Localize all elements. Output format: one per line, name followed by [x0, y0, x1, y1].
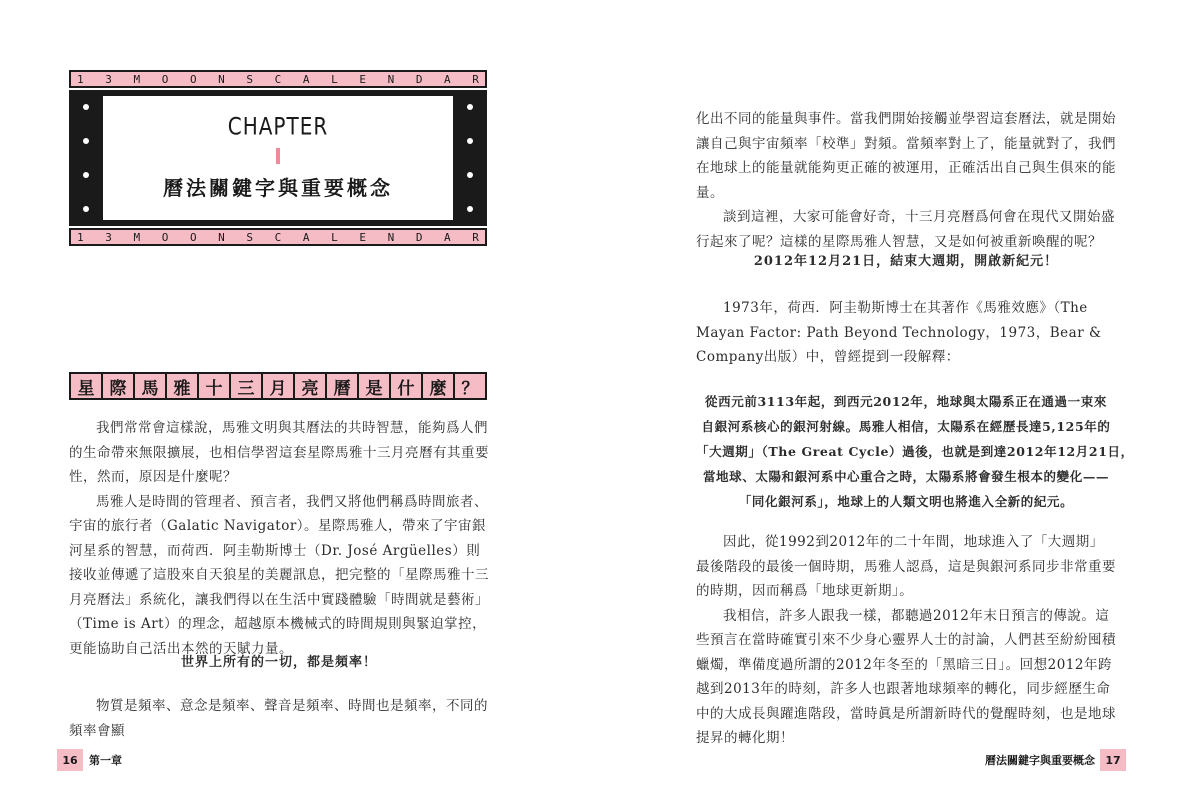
film-frame — [69, 90, 487, 226]
section-heading — [69, 372, 485, 400]
heading-char-box: 麼 — [421, 372, 455, 400]
heading-char-box: 曆 — [325, 372, 359, 400]
heading-char-box: 際 — [101, 372, 135, 400]
left-body-text — [69, 416, 489, 661]
sprocket-hole-icon — [83, 138, 89, 144]
sprocket-hole-icon — [467, 172, 473, 178]
strip-letter: A — [302, 230, 310, 244]
strip-letter: E — [359, 230, 366, 244]
paragraph: 我相信，許多人跟我一樣，都聽過2012年末日預言的傳說。這些預言在當時確實引來不少身心靈界人士的討論，人們甚至紛紛囤積蠟燭，準備度過所謂的2012年冬至的「黑暗三日」。回想2012年跨越到2013年的時刻，許多人也跟著地球頻率的轉化，同步經歷生命中的大成長與躍進階段，當時眞是所謂新時代的覺醒時刻，也是地球提昇的轉化期！ — [696, 607, 1116, 746]
strip-letter: N — [387, 72, 395, 86]
strip-letter: 3 — [105, 230, 112, 244]
left-body-continuation — [69, 694, 489, 743]
chapter-title-window — [103, 96, 453, 220]
running-head: 第一章 — [89, 754, 122, 767]
sprocket-hole-icon — [467, 104, 473, 110]
heading-char-box: ？ — [453, 372, 487, 400]
right-intro-text — [696, 296, 1116, 370]
quote-line: 當地球、太陽和銀河系中心重合之時，太陽系將會發生根本的變化—— — [702, 469, 1110, 484]
strip-letter: R — [472, 72, 479, 86]
chapter-label: CHAPTER — [227, 111, 329, 141]
heading-char-box: 是 — [357, 372, 391, 400]
right-body-text — [696, 107, 1116, 254]
strip-letter: O — [189, 230, 197, 244]
quote-line: 「同化銀河系」，地球上的人類文明也將進入全新的紀元。 — [738, 494, 1074, 509]
strip-letter: 1 — [77, 72, 84, 86]
strip-letter: E — [359, 72, 366, 86]
strip-letter: A — [444, 72, 451, 86]
sprocket-hole-icon — [83, 104, 89, 110]
paragraph: 1973年，荷西．阿圭勒斯博士在其著作《馬雅效應》（The Mayan Factor: Path Beyond Technology，1973，Bear & Company出版）中，曾經提到一段解釋： — [696, 300, 1102, 365]
strip-letter: N — [218, 72, 225, 86]
strip-letter: C — [274, 230, 282, 244]
strip-letter: A — [302, 72, 310, 86]
paragraph: 馬雅人是時間的管理者、預言者，我們又將他們稱爲時間旅者、宇宙的旅行者（Galatic Navigator）。星際馬雅人，帶來了宇宙銀河星系的智慧，而荷西．阿圭勒斯博士（Dr. José Argüelles）則接收並傳遞了這股來自天狼星的美麗訊息，把完整的「星際馬雅十三月亮曆法」系統化，讓我們得以在生活中實踐體驗「時間就是藝術」（Time is Art）的理念，超越原本機械式的時間規則與緊迫掌控，更能協助自己活出本然的天賦力量。 — [69, 493, 489, 657]
strip-letter: R — [472, 230, 479, 244]
paragraph: 因此，從1992到2012年的二十年間，地球進入了「大週期」最後階段的最後一個時期，馬雅人認爲，這是與銀河系同步非常重要的時期，因而稱爲「地球更新期」。 — [696, 534, 1116, 599]
paragraph: 我們常常會這樣說，馬雅文明與其曆法的共時智慧，能夠爲人們的生命帶來無限擴展，也相信學習這套星際馬雅十三月亮曆有其重要性，然而，原因是什麼呢？ — [69, 420, 489, 485]
chapter-title: 曆法關鍵字與重要概念 — [163, 176, 393, 200]
paragraph: 談到這裡，大家可能會好奇，十三月亮曆爲何會在現代又開始盛行起來了呢？這樣的星際馬雅人智慧，又是如何被重新喚醒的呢？ — [696, 209, 1115, 250]
strip-letter: L — [331, 230, 338, 244]
strip-letter: L — [331, 72, 338, 86]
sprocket-hole-icon — [467, 206, 473, 212]
heading-char-box: 什 — [389, 372, 423, 400]
page-number: 17 — [1100, 749, 1126, 771]
strip-letter: O — [189, 72, 197, 86]
quote-line: 「大週期」（The Great Cycle）過後，也就是到達2012年12月21日， — [696, 444, 1134, 459]
heading-char-box: 月 — [261, 372, 295, 400]
strip-letter: O — [161, 72, 169, 86]
film-sprocket-holes-left — [69, 90, 103, 226]
strip-letter: O — [161, 230, 169, 244]
heading-char-box: 馬 — [133, 372, 167, 400]
sprocket-hole-icon — [83, 206, 89, 212]
heading-char-box: 星 — [69, 372, 103, 400]
page-number: 16 — [57, 749, 83, 771]
strip-letter: M — [133, 230, 141, 244]
heading-char-box: 雅 — [165, 372, 199, 400]
quote-line: 從西元前3113年起，到西元2012年，地球與太陽系正在通過一束來 — [705, 394, 1107, 409]
heading-char-box: 三 — [229, 372, 263, 400]
strip-letter: 1 — [77, 230, 84, 244]
moons-calendar-strip-top — [69, 70, 487, 88]
strip-letter: N — [387, 230, 395, 244]
frequency-subhead: 世界上所有的一切，都是頻率！ — [180, 655, 377, 670]
right-page — [591, 0, 1182, 800]
film-sprocket-holes-right — [453, 90, 487, 226]
strip-letter: S — [246, 72, 254, 86]
strip-letter: C — [274, 72, 282, 86]
new-era-subhead: 2012年12月21日，結束大週期，開啟新紀元！ — [753, 254, 1059, 269]
heading-char-box: 十 — [197, 372, 231, 400]
strip-letter: M — [133, 72, 141, 86]
moons-calendar-strip-bottom — [69, 228, 487, 246]
strip-letter: D — [415, 72, 423, 86]
strip-letter: N — [218, 230, 225, 244]
running-head: 曆法關鍵字與重要概念 — [985, 754, 1095, 767]
quote-line: 自銀河系核心的銀河射線。馬雅人相信，太陽系在經歷長達5,125年的 — [701, 419, 1111, 434]
block-quote — [696, 389, 1134, 514]
chapter-divider — [276, 148, 280, 164]
sprocket-hole-icon — [467, 138, 473, 144]
strip-letter: 3 — [105, 72, 112, 86]
strip-letter: A — [444, 230, 451, 244]
strip-letter: S — [246, 230, 254, 244]
strip-letter: D — [415, 230, 423, 244]
sprocket-hole-icon — [83, 172, 89, 178]
paragraph: 化出不同的能量與事件。當我們開始接觸並學習這套曆法，就是開始讓自己與宇宙頻率「校準」對頻。當頻率對上了，能量就對了，我們在地球上的能量就能夠更正確的被運用，正確活出自己與生俱來的能量。 — [696, 111, 1116, 201]
right-closing-text — [696, 530, 1116, 751]
paragraph: 物質是頻率、意念是頻率、聲音是頻率、時間也是頻率，不同的頻率會顯 — [69, 698, 488, 739]
chapter-banner — [69, 70, 487, 246]
heading-char-box: 亮 — [293, 372, 327, 400]
